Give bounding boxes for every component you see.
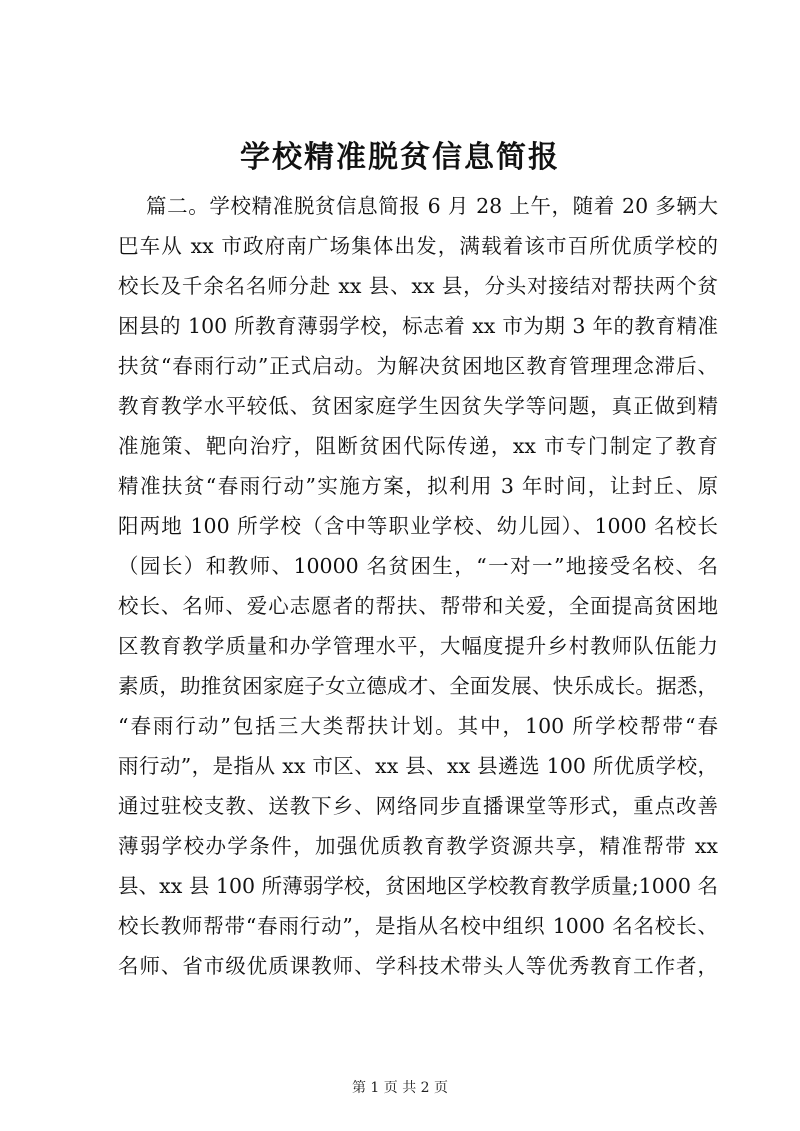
body-line: 巴车从 xx 市政府南广场集体出发，满载着该市百所优质学校的: [118, 234, 718, 258]
body-line: 素质，助推贫困家庭子女立德成才、全面发展、快乐成长。据悉，: [118, 674, 718, 698]
body-line: 精准扶贫“春雨行动”实施方案，拟利用 3 年时间，让封丘、原: [118, 474, 718, 498]
body-line: 校长教师帮带“春雨行动”，是指从名校中组织 1000 名名校长、: [118, 914, 718, 938]
body-line: 县、xx 县 100 所薄弱学校，贫困地区学校教育教学质量;1000 名: [118, 874, 718, 898]
page-number: 第 1 页 共 2 页: [351, 1080, 449, 1096]
body-line: “春雨行动”包括三大类帮扶计划。其中，100 所学校帮带“春: [118, 714, 718, 738]
document-title: 学校精准脱贫信息简报: [240, 140, 560, 175]
body-line: 雨行动”，是指从 xx 市区、xx 县、xx 县遴选 100 所优质学校，: [118, 754, 718, 778]
body-line: （园长）和教师、10000 名贫困生，“一对一”地接受名校、名: [118, 554, 718, 578]
body-line: 校长、名师、爱心志愿者的帮扶、帮带和关爱，全面提高贫困地: [118, 594, 718, 618]
body-line: 通过驻校支教、送教下乡、网络同步直播课堂等形式，重点改善: [118, 794, 718, 818]
body-line: 区教育教学质量和办学管理水平，大幅度提升乡村教师队伍能力: [118, 634, 718, 658]
body-line: 薄弱学校办学条件，加强优质教育教学资源共享，精准帮带 xx: [118, 834, 718, 858]
body-line: 校长及千余名名师分赴 xx 县、xx 县，分头对接结对帮扶两个贫: [118, 274, 718, 298]
document-body: [118, 186, 718, 986]
body-line: 困县的 100 所教育薄弱学校，标志着 xx 市为期 3 年的教育精准: [118, 314, 718, 338]
body-line: 教育教学水平较低、贫困家庭学生因贫失学等问题，真正做到精: [118, 394, 718, 418]
body-line: 扶贫“春雨行动”正式启动。为解决贫困地区教育管理理念滞后、: [118, 354, 718, 378]
body-line: 篇二。学校精准脱贫信息简报 6 月 28 上午，随着 20 多辆大: [146, 194, 718, 218]
body-line: 阳两地 100 所学校（含中等职业学校、幼儿园）、1000 名校长: [118, 514, 718, 538]
body-line: 名师、省市级优质课教师、学科技术带头人等优秀教育工作者，: [118, 954, 718, 978]
body-line: 准施策、靶向治疗，阻断贫困代际传递，xx 市专门制定了教育: [118, 434, 718, 458]
